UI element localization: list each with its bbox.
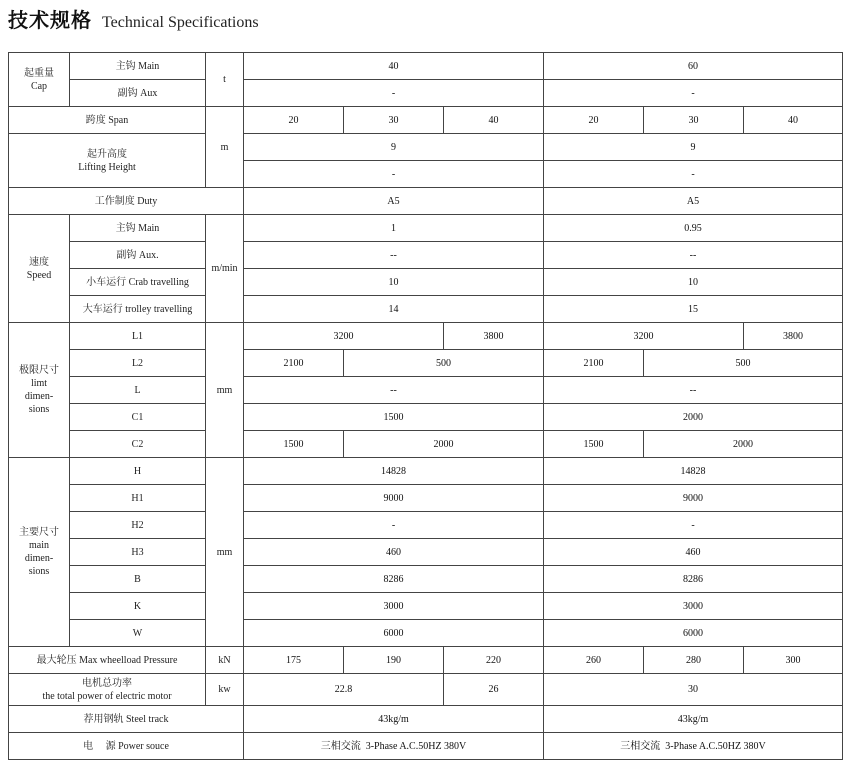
- limit-unit: mm: [206, 323, 244, 458]
- spec-table: [8, 52, 843, 760]
- speed-trolley-value-1: 14: [244, 296, 544, 323]
- dims-h3-value-2: 460: [544, 539, 843, 566]
- dims-k-value-1: 3000: [244, 593, 544, 620]
- speed-main-value-2: 0.95: [544, 215, 843, 242]
- limit-c2-value: 2000: [644, 431, 843, 458]
- cap-aux-value-2: -: [544, 80, 843, 107]
- main-dims-label: 主要尺寸 main dimen- sions: [9, 458, 70, 647]
- limit-c2-value: 2000: [344, 431, 544, 458]
- table-row: [9, 431, 843, 458]
- speed-aux-value-1: --: [244, 242, 544, 269]
- span-value: 30: [644, 107, 744, 134]
- dims-h1-label: H1: [70, 485, 206, 512]
- table-row: [9, 188, 843, 215]
- supply-value-2: 三相交流 3-Phase A.C.50HZ 380V: [544, 733, 843, 760]
- limit-c1-value-1: 1500: [244, 404, 544, 431]
- limit-l1-label: L1: [70, 323, 206, 350]
- wheel-value: 175: [244, 647, 344, 674]
- table-row: [9, 512, 843, 539]
- table-row: [9, 674, 843, 706]
- dims-h1-value-2: 9000: [544, 485, 843, 512]
- power-value: 26: [444, 674, 544, 706]
- lifting-height-aux-2: -: [544, 161, 843, 188]
- span-value: 20: [244, 107, 344, 134]
- dims-w-value-1: 6000: [244, 620, 544, 647]
- dims-h2-value-1: -: [244, 512, 544, 539]
- limit-c2-value: 1500: [544, 431, 644, 458]
- table-row: [9, 706, 843, 733]
- table-row: [9, 323, 843, 350]
- limit-l1-value: 3200: [244, 323, 444, 350]
- table-row: [9, 296, 843, 323]
- speed-crab-value-1: 10: [244, 269, 544, 296]
- rail-label: 荐用钢轨 Steel track: [9, 706, 244, 733]
- table-row: [9, 80, 843, 107]
- limit-l2-label: L2: [70, 350, 206, 377]
- speed-crab-value-2: 10: [544, 269, 843, 296]
- title-chinese: 技术规格: [8, 8, 92, 32]
- wheel-value: 190: [344, 647, 444, 674]
- rail-value-2: 43kg/m: [544, 706, 843, 733]
- lifting-height-aux-1: -: [244, 161, 544, 188]
- dims-h3-value-1: 460: [244, 539, 544, 566]
- dims-b-value-2: 8286: [544, 566, 843, 593]
- table-row: [9, 733, 843, 760]
- dims-h2-value-2: -: [544, 512, 843, 539]
- limit-l2-value: 2100: [244, 350, 344, 377]
- supply-value-1: 三相交流 3-Phase A.C.50HZ 380V: [244, 733, 544, 760]
- limit-l-value-1: --: [244, 377, 544, 404]
- table-row: [9, 593, 843, 620]
- table-row: [9, 107, 843, 134]
- table-row: [9, 53, 843, 80]
- cap-label: 起重量 Cap: [9, 53, 70, 107]
- limit-c2-value: 1500: [244, 431, 344, 458]
- table-row: [9, 215, 843, 242]
- speed-main-label: 主钩 Main: [70, 215, 206, 242]
- page-title: [8, 4, 259, 36]
- lifting-height-value-2: 9: [544, 134, 843, 161]
- wheel-value: 260: [544, 647, 644, 674]
- supply-label: 电 源 Power souce: [9, 733, 244, 760]
- dims-w-value-2: 6000: [544, 620, 843, 647]
- table-row: [9, 458, 843, 485]
- span-unit: m: [206, 107, 244, 188]
- cap-aux-label: 副钩 Aux: [70, 80, 206, 107]
- span-value: 20: [544, 107, 644, 134]
- dims-w-label: W: [70, 620, 206, 647]
- lifting-height-value-1: 9: [244, 134, 544, 161]
- speed-trolley-label: 大车运行 trolley travelling: [70, 296, 206, 323]
- dims-h3-label: H3: [70, 539, 206, 566]
- limit-c1-value-2: 2000: [544, 404, 843, 431]
- dims-h-value-1: 14828: [244, 458, 544, 485]
- limit-label: 极限尺寸 limt dimen- sions: [9, 323, 70, 458]
- speed-aux-value-2: --: [544, 242, 843, 269]
- dims-h-label: H: [70, 458, 206, 485]
- span-label: 跨度 Span: [9, 107, 206, 134]
- limit-l1-value: 3200: [544, 323, 744, 350]
- duty-value-2: A5: [544, 188, 843, 215]
- limit-l-value-2: --: [544, 377, 843, 404]
- table-row: [9, 269, 843, 296]
- speed-crab-label: 小车运行 Crab travelling: [70, 269, 206, 296]
- limit-l2-value: 2100: [544, 350, 644, 377]
- lifting-height-label: 起升高度 Lifting Height: [9, 134, 206, 188]
- dims-k-label: K: [70, 593, 206, 620]
- dims-h2-label: H2: [70, 512, 206, 539]
- table-row: [9, 647, 843, 674]
- table-row: [9, 242, 843, 269]
- wheel-value: 220: [444, 647, 544, 674]
- limit-c2-label: C2: [70, 431, 206, 458]
- limit-l1-value: 3800: [444, 323, 544, 350]
- duty-value-1: A5: [244, 188, 544, 215]
- cap-main-value-1: 40: [244, 53, 544, 80]
- cap-main-label: 主钩 Main: [70, 53, 206, 80]
- power-unit: kw: [206, 674, 244, 706]
- title-english: Technical Specifications: [102, 14, 259, 31]
- speed-aux-label: 副钩 Aux.: [70, 242, 206, 269]
- cap-unit: t: [206, 53, 244, 107]
- cap-main-value-2: 60: [544, 53, 843, 80]
- span-value: 40: [444, 107, 544, 134]
- table-row: [9, 404, 843, 431]
- table-row: [9, 539, 843, 566]
- dims-b-value-1: 8286: [244, 566, 544, 593]
- limit-l2-value: 500: [644, 350, 843, 377]
- limit-l2-value: 500: [344, 350, 544, 377]
- table-row: [9, 377, 843, 404]
- table-row: [9, 350, 843, 377]
- power-value: 30: [544, 674, 843, 706]
- wheel-unit: kN: [206, 647, 244, 674]
- rail-value-1: 43kg/m: [244, 706, 544, 733]
- limit-l-label: L: [70, 377, 206, 404]
- wheel-value: 300: [744, 647, 843, 674]
- wheel-label: 最大轮压 Max wheelload Pressure: [9, 647, 206, 674]
- table-row: [9, 566, 843, 593]
- dims-h1-value-1: 9000: [244, 485, 544, 512]
- main-dims-unit: mm: [206, 458, 244, 647]
- table-row: [9, 134, 843, 161]
- speed-unit: m/min: [206, 215, 244, 323]
- power-value: 22.8: [244, 674, 444, 706]
- limit-l1-value: 3800: [744, 323, 843, 350]
- table-row: [9, 620, 843, 647]
- span-value: 30: [344, 107, 444, 134]
- duty-label: 工作制度 Duty: [9, 188, 244, 215]
- wheel-value: 280: [644, 647, 744, 674]
- dims-k-value-2: 3000: [544, 593, 843, 620]
- cap-aux-value-1: -: [244, 80, 544, 107]
- limit-c1-label: C1: [70, 404, 206, 431]
- speed-label: 速度 Speed: [9, 215, 70, 323]
- speed-trolley-value-2: 15: [544, 296, 843, 323]
- dims-h-value-2: 14828: [544, 458, 843, 485]
- power-label: 电机总功率 the total power of electric motor: [9, 674, 206, 706]
- dims-b-label: B: [70, 566, 206, 593]
- span-value: 40: [744, 107, 843, 134]
- table-row: [9, 485, 843, 512]
- speed-main-value-1: 1: [244, 215, 544, 242]
